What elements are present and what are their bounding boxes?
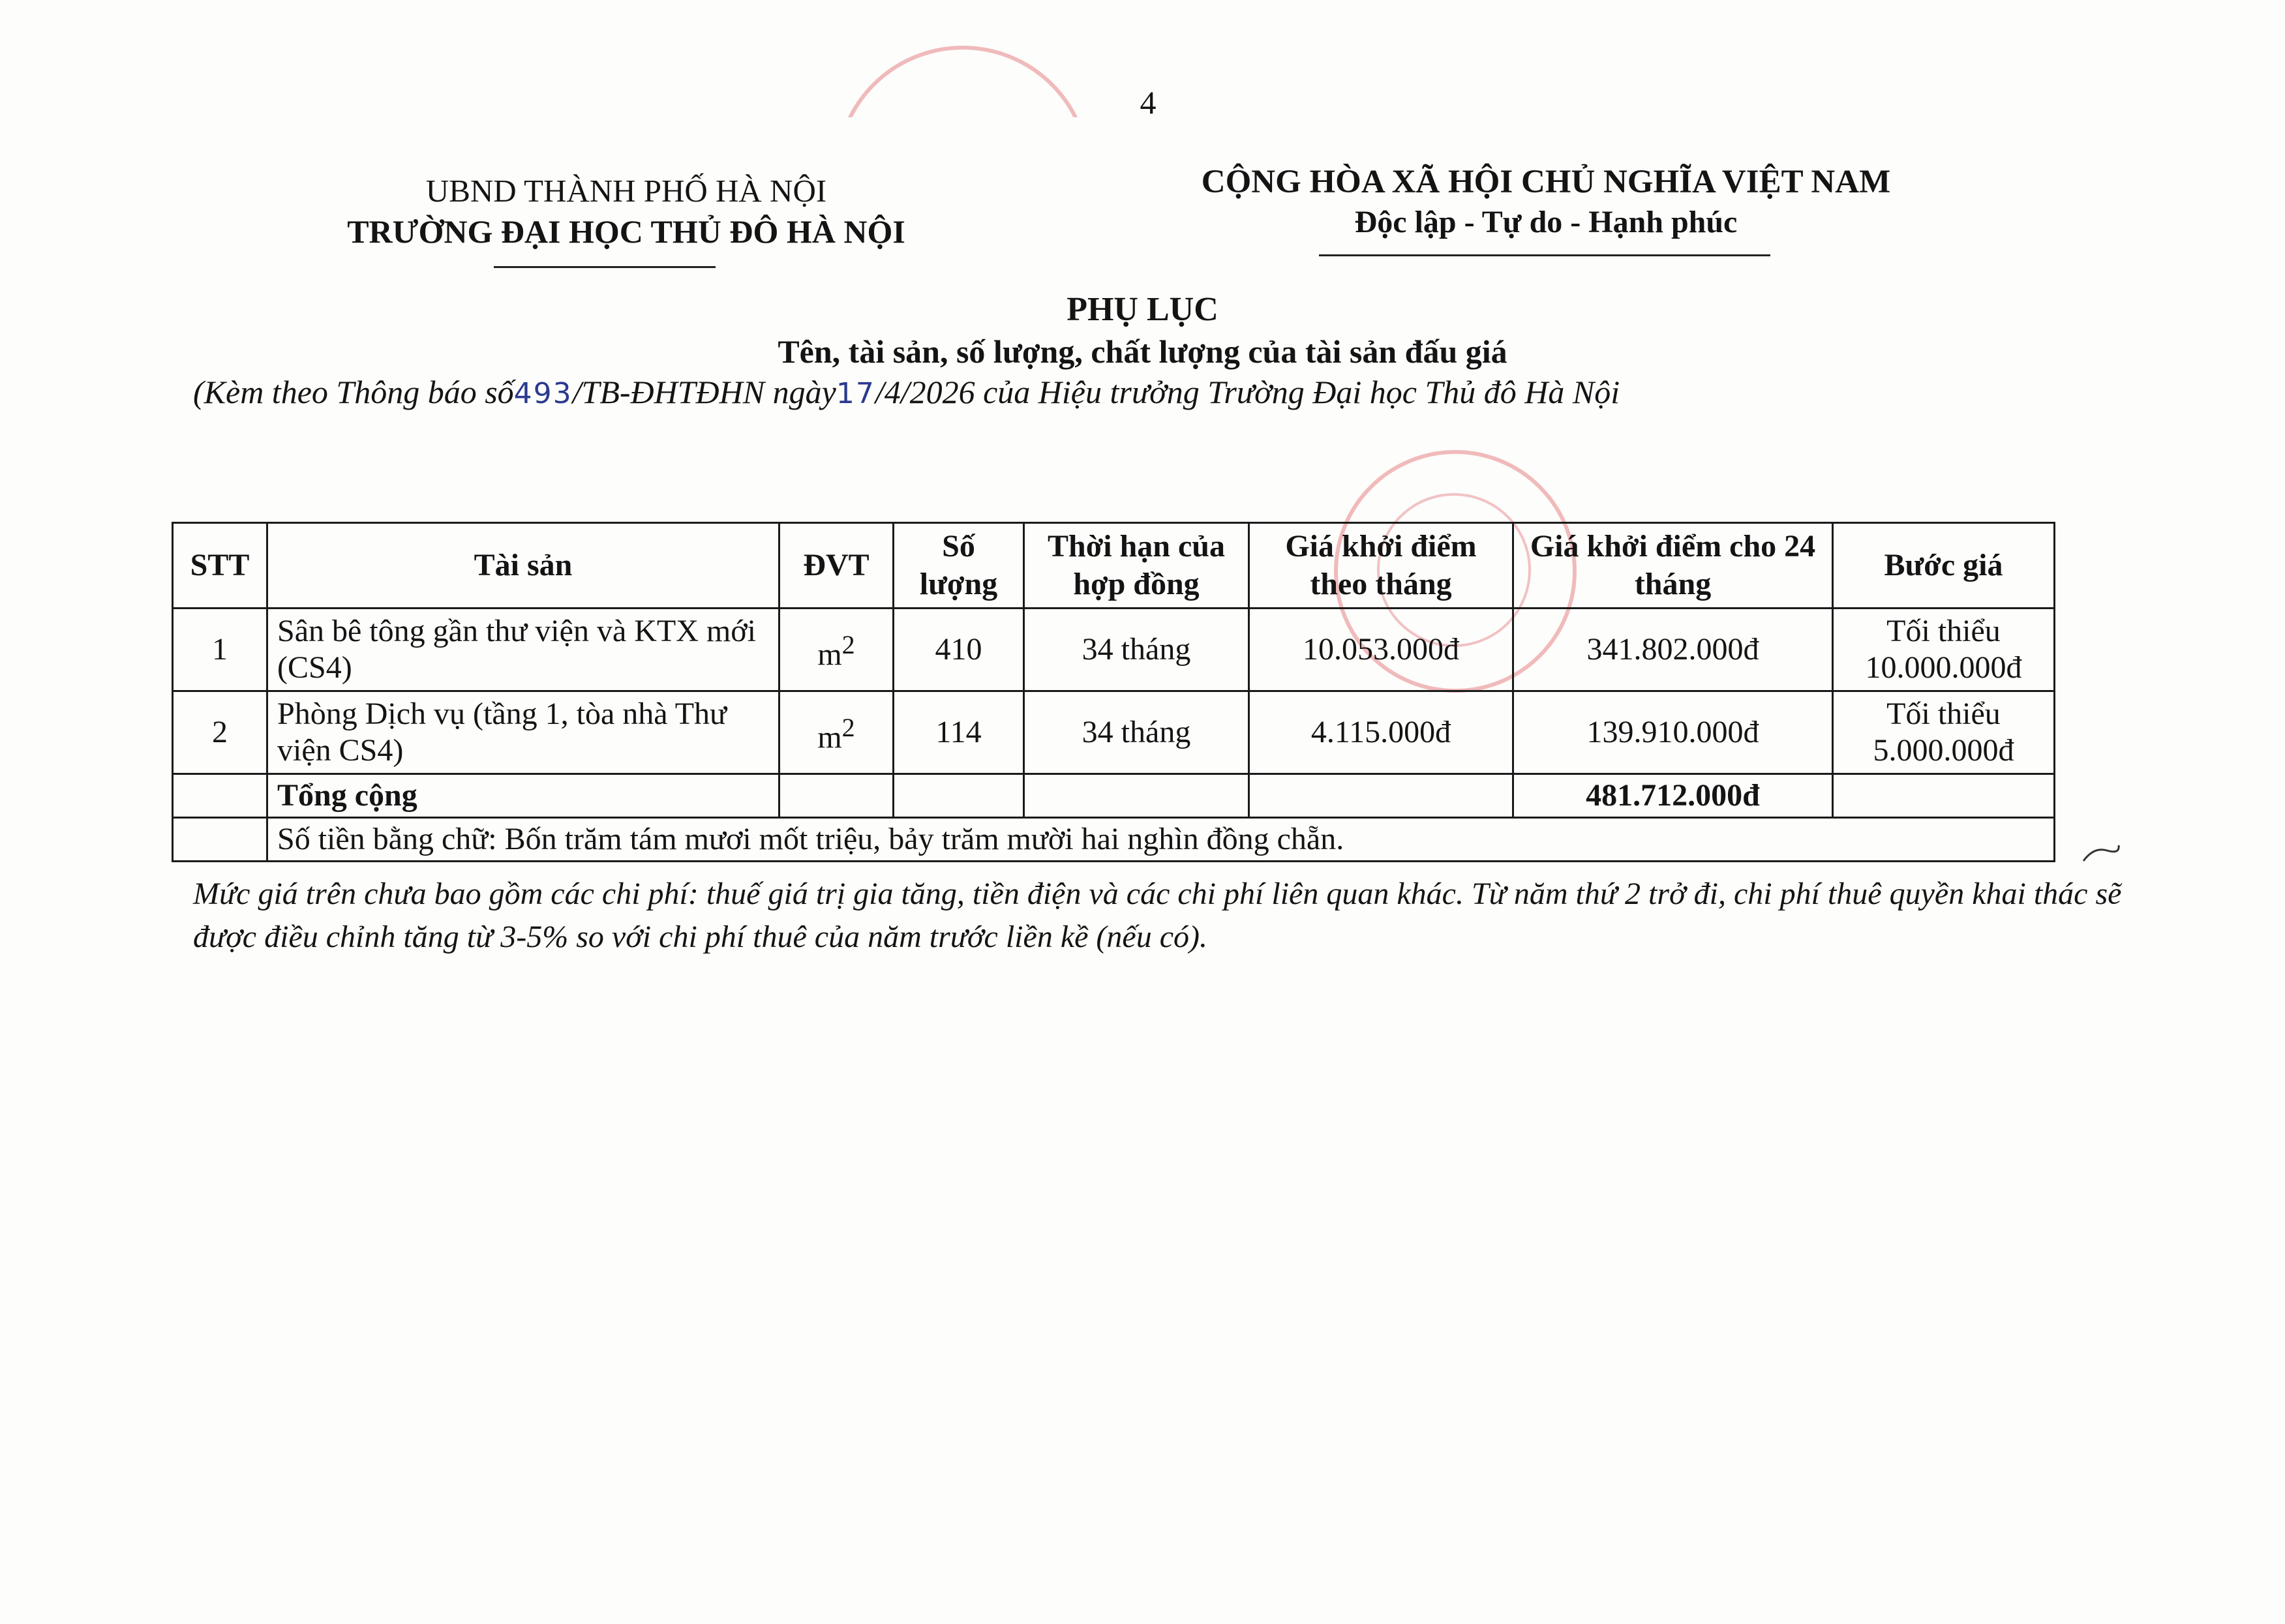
unit-base: m [817,719,842,755]
amount-in-words: Số tiền bằng chữ: Bốn trăm tám mươi mốt triệu, bảy trăm mười hai nghìn đồng chẵn. [267,818,2055,862]
words-cell-stt [173,818,267,862]
cell-step: Tối thiểu 10.000.000đ [1833,609,2055,691]
total-cell-empty [779,774,894,818]
col-header-step: Bước giá [1833,523,2055,609]
attachment-reference [193,373,2124,411]
cell-asset: Phòng Dịch vụ (tầng 1, tòa nhà Thư viện CS4) [267,691,779,774]
cell-price-month: 10.053.000đ [1249,609,1513,691]
asset-table [172,522,2055,862]
attachment-middle: /TB-ĐHTĐHN ngày [572,374,836,410]
cell-unit [779,609,894,691]
header-right [1155,162,1937,243]
col-header-asset: Tài sản [267,523,779,609]
institution-name: TRƯỜNG ĐẠI HỌC THỦ ĐÔ HÀ NỘI [347,213,905,250]
handwritten-day: 17 [836,377,875,410]
country-name: CỘNG HÒA XÃ HỘI CHỦ NGHĨA VIỆT NAM [1201,164,1891,200]
cell-price-24: 341.802.000đ [1513,609,1833,691]
cell-price-24: 139.910.000đ [1513,691,1833,774]
col-header-stt: STT [173,523,267,609]
header-left [294,171,959,252]
amount-in-words-row [173,818,2055,862]
page-number: 4 [1140,84,1157,121]
total-label: Tổng cộng [267,774,779,818]
handwritten-number: 493 [513,377,573,410]
total-cell-empty [1833,774,2055,818]
national-motto: Độc lập - Tự do - Hạnh phúc [1354,205,1738,239]
table-row [173,609,2055,691]
unit-superscript: 2 [841,712,855,742]
col-header-quantity: Số lượng [894,523,1024,609]
header-right-underline [1319,254,1770,256]
authority-name: UBND THÀNH PHỐ HÀ NỘI [425,173,827,209]
unit-superscript: 2 [841,629,855,659]
table-header-row [173,523,2055,609]
col-header-price-month: Giá khởi điểm theo tháng [1249,523,1513,609]
total-cell-stt [173,774,267,818]
cell-term: 34 tháng [1024,609,1249,691]
total-value: 481.712.000đ [1513,774,1833,818]
total-cell-empty [1024,774,1249,818]
attachment-suffix: /4/2026 của Hiệu trưởng Trường Đại học Thủ đô Hà Nội [875,374,1620,410]
initial-mark [2081,841,2120,867]
total-row [173,774,2055,818]
cell-quantity: 114 [894,691,1024,774]
unit-base: m [817,637,842,672]
table-row [173,691,2055,774]
document-title: PHỤ LỤC [1067,291,1218,328]
header-left-underline [494,266,716,268]
cell-quantity: 410 [894,609,1024,691]
total-cell-empty [894,774,1024,818]
cell-step: Tối thiểu 5.000.000đ [1833,691,2055,774]
cell-stt: 1 [173,609,267,691]
cell-term: 34 tháng [1024,691,1249,774]
pricing-note: Mức giá trên chưa bao gồm các chi phí: thuế giá trị gia tăng, tiền điện và các chi phí liên quan khác. Từ năm thứ 2 trở đi, chi phí thuê quyền khai thác sẽ được điều chỉnh tăng từ 3-5% so với chi phí thuê của năm trước liền kề (nếu có). [193,877,2122,954]
document-subtitle: Tên, tài sản, số lượng, chất lượng của tài sản đấu giá [778,333,1507,370]
col-header-unit: ĐVT [779,523,894,609]
cell-price-month: 4.115.000đ [1249,691,1513,774]
col-header-price-24: Giá khởi điểm cho 24 tháng [1513,523,1833,609]
cell-unit [779,691,894,774]
cell-stt: 2 [173,691,267,774]
total-cell-empty [1249,774,1513,818]
attachment-prefix: (Kèm theo Thông báo số [193,374,514,410]
cell-asset: Sân bê tông gần thư viện và KTX mới (CS4) [267,609,779,691]
col-header-term: Thời hạn của hợp đồng [1024,523,1249,609]
